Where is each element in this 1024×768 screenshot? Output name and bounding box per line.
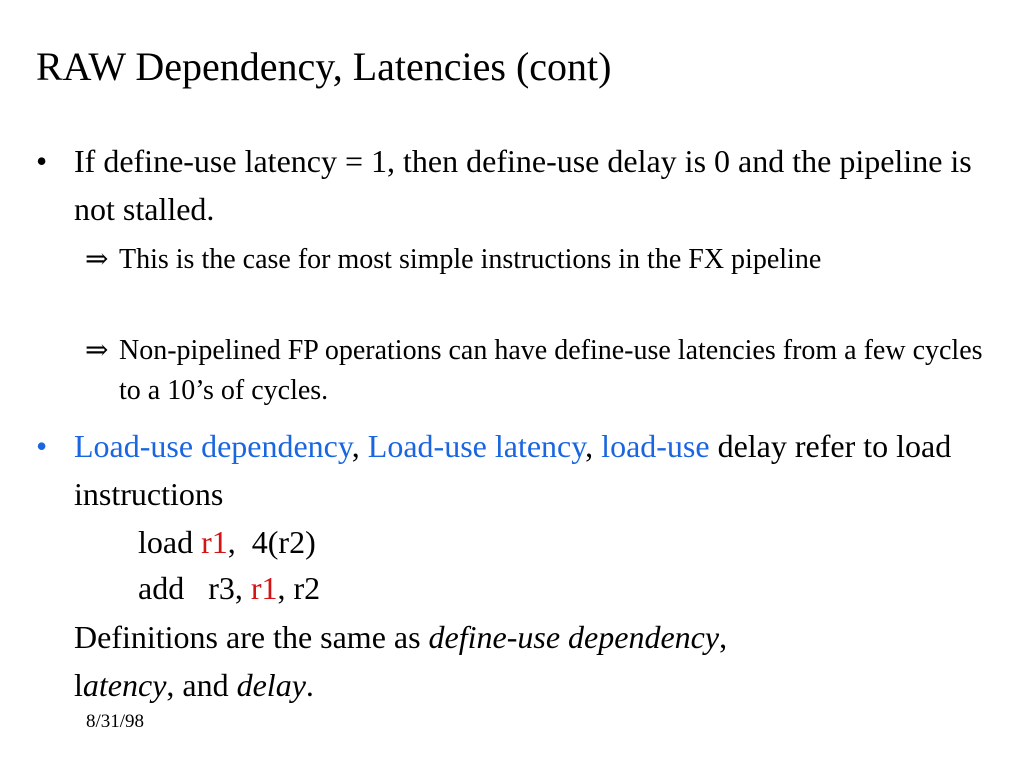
bullet-dot-icon: •	[36, 428, 48, 464]
implies-arrow-icon: ⇒	[85, 244, 109, 275]
bullet-item-2	[36, 422, 996, 518]
letter-l: l	[74, 667, 83, 703]
period: .	[305, 667, 314, 703]
term-load-use-dependency: Load-use dependency	[74, 428, 352, 464]
term-load-use-delay: load-use	[601, 428, 710, 464]
definitions-line-1	[74, 613, 727, 661]
footer-date: 8/31/98	[86, 711, 145, 732]
separator: , and	[166, 667, 237, 703]
slide-title: RAW Dependency, Latencies (cont)	[36, 44, 612, 89]
term-load-use-latency: Load-use latency	[367, 428, 586, 464]
term-define-use-dependency: define-use dependency	[428, 619, 720, 655]
bullet-2-text	[74, 422, 996, 518]
code-line-add	[138, 565, 320, 611]
sub-bullet-1	[85, 240, 985, 280]
code-line-load	[138, 519, 316, 565]
bullet-2-rest: delay refer to load instructions	[74, 428, 952, 512]
code-operands: , 4(r2)	[227, 524, 316, 560]
implies-arrow-icon: ⇒	[85, 335, 109, 366]
term-latency: atency	[82, 667, 167, 703]
sub-bullet-2-text: Non-pipelined FP operations can have define-use latencies from a few cycles to a 10’s of cycles.	[119, 335, 983, 406]
code-register: r1	[201, 524, 228, 560]
separator: ,	[719, 619, 728, 655]
sub-bullet-1-text: This is the case for most simple instructions in the FX pipeline	[119, 244, 822, 275]
code-operands: , r2	[277, 570, 321, 606]
definitions-line-2	[74, 661, 314, 709]
code-op: add r3,	[138, 570, 251, 606]
code-register: r1	[250, 570, 278, 606]
code-op: load	[138, 524, 202, 560]
term-delay: delay	[236, 667, 306, 703]
bullet-dot-icon: •	[36, 143, 48, 179]
definitions-prefix: Definitions are the same as	[74, 619, 429, 655]
separator: ,	[585, 428, 602, 464]
sub-bullet-2	[85, 331, 985, 411]
separator: ,	[351, 428, 368, 464]
bullet-1-text: If define-use latency = 1, then define-use delay is 0 and the pipeline is not stalled.	[74, 143, 972, 227]
bullet-item-1	[36, 137, 996, 233]
